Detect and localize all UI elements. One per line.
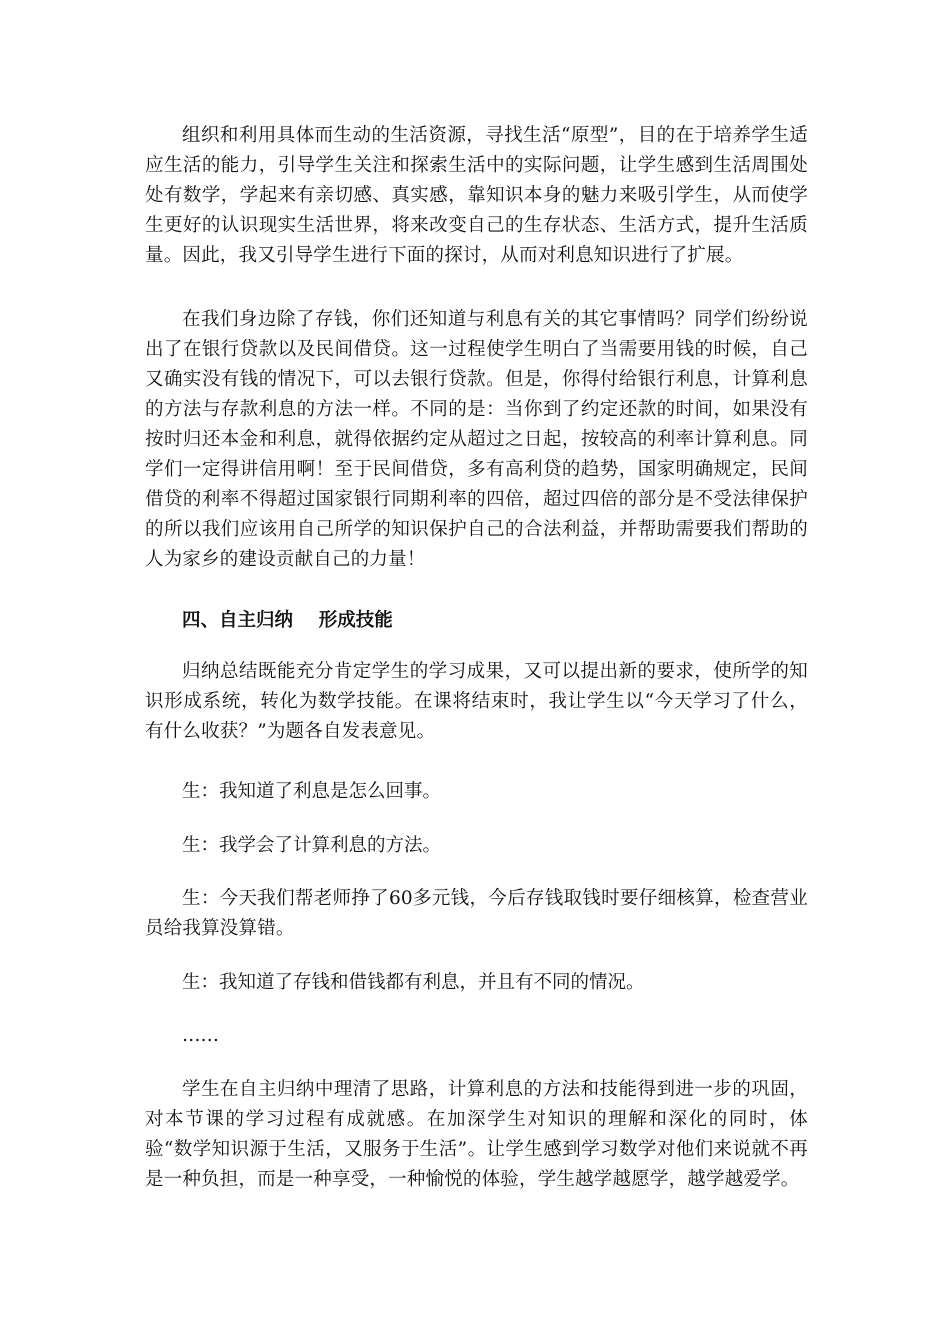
student-answer-3: 生：今天我们帮老师挣了60多元钱，今后存钱取钱时要仔细核算，检查营业员给我算没算错。 <box>145 888 808 939</box>
section-heading-four: 四、自主归纳 形成技能 <box>182 610 393 631</box>
paragraph-conclusion: 学生在自主归纳中理清了思路，计算利息的方法和技能得到进一步的巩固，对本节课的学习过程有成就感。在加深学生对知识的理解和深化的同时，体验“数学知识源于生活，又服务于生活”。让学生感到学习数学对他们来说就不再是一种负担，而是一种享受，一种愉悦的体验，学生越学越愿学，越学越爱学。 <box>145 1079 808 1190</box>
paragraph-life-resources: 组织和利用具体而生动的生活资源，寻找生活“原型”，目的在于培养学生适应生活的能力，引导学生关注和探索生活中的实际问题，让学生感到生活周围处处有数学，学起来有亲切感、真实感，靠知识本身的魅力来吸引学生，从而使学生更好的认识现实生活世界，将来改变自己的生存状态、生活方式，提升生活质量。因此，我又引导学生进行下面的探讨，从而对利息知识进行了扩展。 <box>145 125 808 266</box>
paragraph-summary: 归纳总结既能充分肯定学生的学习成果，又可以提出新的要求，使所学的知识形成系统，转化为数学技能。在课将结束时，我让学生以“今天学习了什么，有什么收获？”为题各自发表意见。 <box>145 661 808 742</box>
student-answer-2: 生：我学会了计算利息的方法。 <box>182 835 442 856</box>
paragraph-loans-interest: 在我们身边除了存钱，你们还知道与利息有关的其它事情吗？同学们纷纷说出了在银行贷款以及民间借贷。这一过程使学生明白了当需要用钱的时候，自己又确实没有钱的情况下，可以去银行贷款。但是，你得付给银行利息，计算利息的方法与存款利息的方法一样。不同的是：当你到了约定还款的时间，如果没有按时归还本金和利息，就得依据约定从超过之日起，按较高的利率计算利息。同学们一定得讲信用啊！至于民间借贷，多有高利贷的趋势，国家明确规定，民间借贷的利率不得超过国家银行同期利率的四倍，超过四倍的部分是不受法律保护的所以我们应该用自己所学的知识保护自己的合法利益，并帮助需要我们帮助的人为家乡的建设贡献自己的力量！ <box>145 309 808 570</box>
student-answer-4: 生：我知道了存钱和借钱都有利息，并且有不同的情况。 <box>182 972 645 993</box>
student-answer-1: 生：我知道了利息是怎么回事。 <box>182 781 442 802</box>
ellipsis: …… <box>182 1025 219 1046</box>
